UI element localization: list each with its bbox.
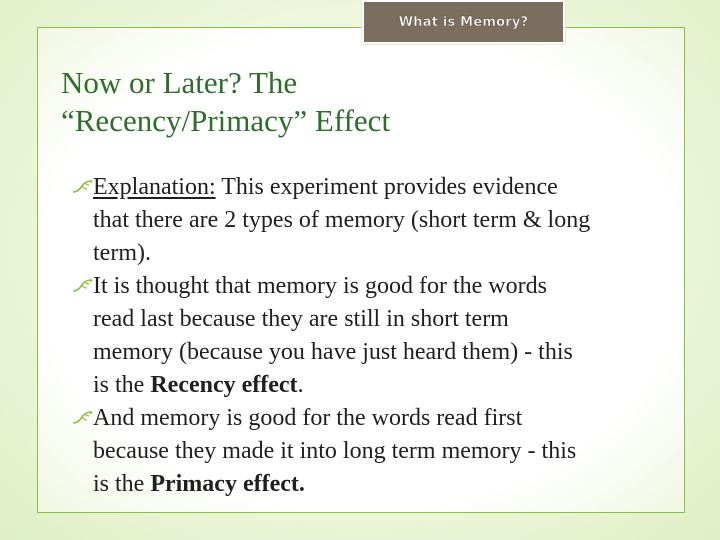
bullet-item-recency [72, 270, 592, 402]
bullet-text: And memory is good for the words read first because they made it into long term memory - this is the [93, 405, 577, 497]
section-header-box [362, 0, 565, 44]
section-header-label: What is Memory? [398, 14, 529, 30]
slide-title-line-2: “Recency/Primacy” Effect [61, 103, 391, 138]
leaf-flourish-icon [72, 411, 93, 425]
bullet-lead-label: Explanation: [93, 174, 216, 200]
leaf-flourish-icon [72, 279, 93, 293]
bullet-text: It is thought that memory is good for the words read last because they are still in short term memory (because you have just heard them) - this is the [93, 273, 573, 398]
leaf-flourish-icon [72, 180, 93, 194]
bullet-bold-term: Recency effect [150, 372, 298, 398]
slide-title-line-1: Now or Later? The [61, 65, 298, 100]
bullet-list [72, 171, 592, 501]
bullet-item-primacy [72, 402, 592, 501]
bullet-item-explanation [72, 171, 592, 270]
bullet-text: This experiment provides evidence that there are 2 types of memory (short term & long term). [93, 174, 591, 266]
bullet-bold-term: Primacy effect. [150, 471, 305, 497]
slide-title [61, 64, 581, 140]
bullet-text-end: . [297, 372, 304, 398]
